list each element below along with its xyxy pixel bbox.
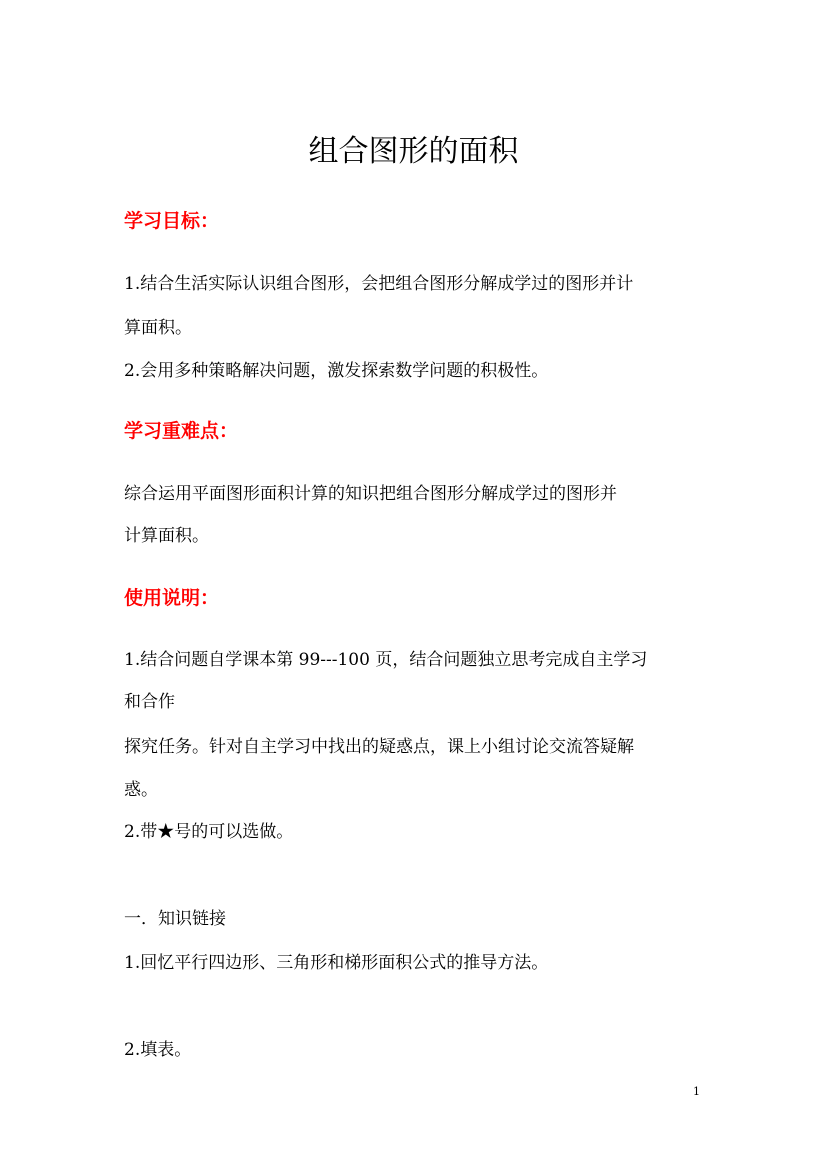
section-heading-objectives: 学习目标：	[124, 210, 220, 232]
section-heading-key-points: 学习重难点：	[124, 420, 239, 442]
key-points-line-2: 计算面积。	[124, 526, 209, 546]
instructions-line-3: 探究任务。针对自主学习中找出的疑惑点，课上小组讨论交流答疑解	[124, 737, 634, 757]
knowledge-item-2: 2.填表。	[124, 1040, 192, 1060]
section-heading-instructions: 使用说明：	[124, 587, 220, 609]
key-points-line-1: 综合运用平面图形面积计算的知识把组合图形分解成学过的图形并	[124, 484, 617, 504]
knowledge-link-heading: 一．知识链接	[124, 909, 226, 929]
objectives-line-2: 算面积。	[124, 318, 192, 338]
instructions-line-2: 和合作	[124, 692, 175, 712]
instructions-line-1: 1.结合问题自学课本第 99---100 页，结合问题独立思考完成自主学习	[124, 650, 648, 670]
objectives-line-3: 2.会用多种策略解决问题，激发探索数学问题的积极性。	[124, 361, 549, 381]
objectives-line-1: 1.结合生活实际认识组合图形，会把组合图形分解成学过的图形并计	[124, 274, 634, 294]
instructions-line-5: 2.带★号的可以选做。	[124, 822, 294, 842]
knowledge-item-1: 1.回忆平行四边形、三角形和梯形面积公式的推导方法。	[124, 953, 549, 973]
document-title: 组合图形的面积	[308, 134, 519, 169]
page-number: 1	[693, 1085, 700, 1098]
instructions-line-4: 惑。	[124, 780, 158, 800]
